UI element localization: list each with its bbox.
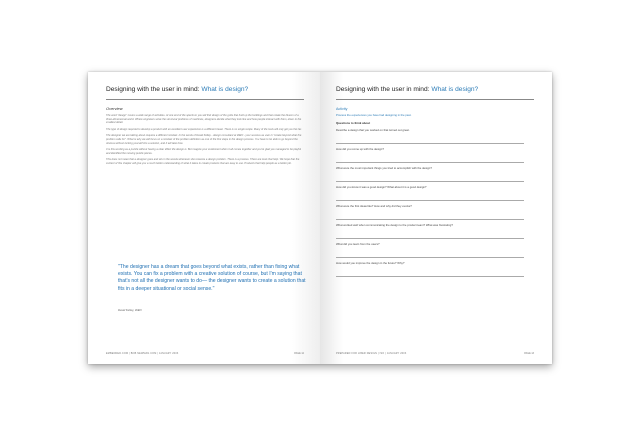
answer-line[interactable]: [336, 219, 524, 220]
quote-citation: David Kelley, IDEO: [118, 308, 142, 312]
question-item: [336, 204, 534, 220]
question-text: What did you learn from the users?: [336, 242, 380, 246]
answer-line[interactable]: [336, 162, 524, 163]
overview-heading: Overview: [106, 106, 123, 111]
right-title-rule: [336, 99, 534, 100]
question-text: How did you come up with the design?: [336, 147, 384, 151]
left-page: [88, 72, 320, 364]
question-text: What were the most important things you tried to accomplish with the design?: [336, 166, 432, 170]
left-title-main: Designing with the user in mind:: [106, 86, 200, 93]
answer-line[interactable]: [336, 200, 524, 201]
question-item: [336, 166, 534, 182]
right-title-main: Designing with the user in mind:: [336, 86, 430, 93]
overview-body: [106, 114, 304, 166]
answer-line[interactable]: [336, 238, 524, 239]
body-paragraph: This does not mean that a designer goes and sits in the woods whenever she receives a design problem. There is a process. There are tools that help. We hope that the content of this chapter will give you a much better understanding of what it takes to create products that are easy to use. Products that help people as a better job.: [106, 158, 300, 165]
body-paragraph: It is this working as a puzzle without having a clear effect the design is. But imagine your excitement when it all comes together and you're glad you managed to be playful and identified the missing puzzle pieces.: [106, 148, 301, 155]
question-item: [336, 185, 534, 201]
questions-heading: Questions to think about: [336, 121, 371, 125]
body-paragraph: The word "design" covers a wide range of activities. At one end of the spectrum you will find design of the grids that hold up the buildings and that create the illusion of a three-dimensional world. Where engineers solve the structural problems of machines, designers decide what they look like and how people interact with them, down to the smallest detail.: [106, 114, 302, 125]
answer-line[interactable]: [336, 257, 524, 258]
left-title-sub: What is design?: [201, 86, 249, 93]
right-footer: PREPARED FOR LIBER DESIGN | ISO | JANUARY 2003: [336, 352, 407, 355]
activity-heading: Activity: [336, 107, 348, 111]
answer-line[interactable]: [336, 181, 524, 182]
right-title-sub: What is design?: [431, 86, 479, 93]
left-title-rule: [106, 99, 304, 100]
left-page-number: PAGE 12: [294, 352, 304, 355]
question-item: [336, 147, 534, 163]
question-text: Describe a design that you worked on that turned out great.: [336, 128, 410, 132]
question-text: What were the first ideas like? How and why did they evolve?: [336, 204, 412, 208]
book-spread: [88, 72, 552, 364]
answer-line[interactable]: [336, 143, 524, 144]
question-text: What worked well when communicating the design to the product team? What was frustrating?: [336, 223, 453, 227]
body-paragraph: The type of design required to develop a product with an excellent user experience is a different beast. There is no single recipe. Many of the tools will only get you this far.: [106, 127, 302, 131]
question-list: [336, 128, 534, 277]
left-page-title: [106, 86, 304, 93]
question-text: How would you improve the design in the future? Why?: [336, 261, 405, 265]
question-item: [336, 261, 534, 277]
question-item: [336, 242, 534, 258]
activity-description: Process the experiences you have had designing in the past.: [336, 113, 412, 117]
body-paragraph: The designer we are talking about requires a different mindset. In the words of David Kelley - design consultant at IDEO - your success as user in "create beyond what the problem calls for". What is why we will focus on a mindset of the problem definition as one of the first steps in the design process. You have to be able to go beyond the obvious without locking yourself into a solution, and it will take time.: [106, 134, 302, 145]
right-page-number: PAGE 13: [524, 352, 534, 355]
left-footer: EMBEDDED.COM | BOB NEWMAN.COM | JANUARY 2003: [106, 352, 179, 355]
pull-quote: "The designer has a dream that goes beyond what exists, rather than fixing what exists. You can fix a problem with a creative solution of course, but I'm saying that that's not all the designer wants to do— the designer wants to create a solution that fits in a deeper situational or social sense.": [118, 264, 306, 292]
question-item: [336, 223, 534, 239]
right-page-title: [336, 86, 534, 93]
question-item: [336, 128, 534, 144]
right-page: [320, 72, 552, 364]
answer-line[interactable]: [336, 276, 524, 277]
question-text: How did you know it was a good design? What about it is a good design?: [336, 185, 427, 189]
